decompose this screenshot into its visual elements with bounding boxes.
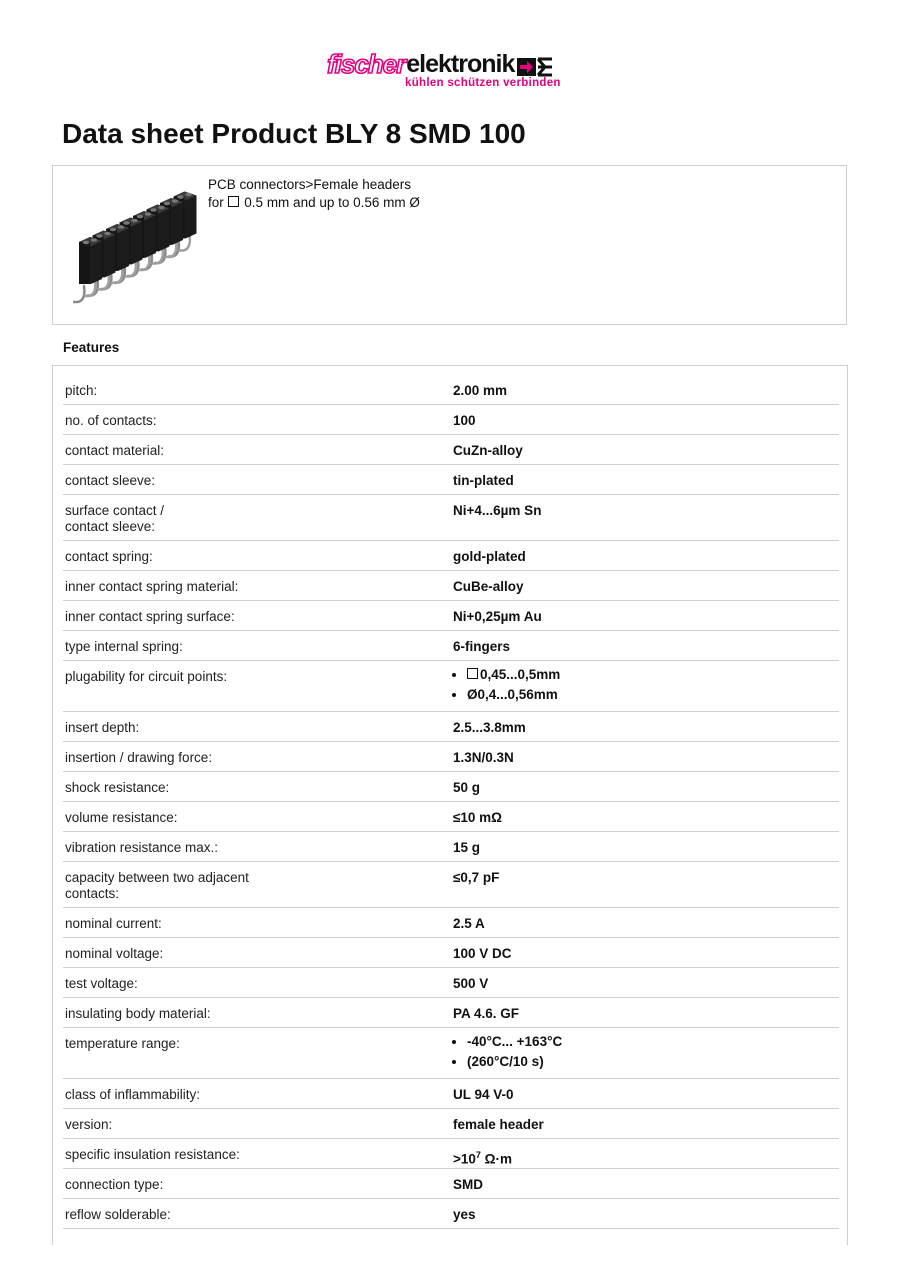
table-row <box>63 601 839 631</box>
feature-label: capacity between two adjacent contacts: <box>65 870 249 901</box>
product-category <box>208 176 420 212</box>
square-icon <box>228 196 239 207</box>
feature-label: contact sleeve: <box>65 473 156 488</box>
table-row <box>63 495 839 541</box>
feature-label: vibration resistance max.: <box>65 840 219 855</box>
feature-label: nominal voltage: <box>65 946 164 961</box>
feature-label: specific insulation resistance: <box>65 1147 240 1162</box>
table-row <box>63 742 839 772</box>
feature-label: type internal spring: <box>65 639 183 654</box>
logo-elektronik-text: elektronik <box>406 50 515 78</box>
page-title: Data sheet Product BLY 8 SMD 100 <box>62 118 526 149</box>
list-item: • (260°C/10 s) <box>467 1054 562 1070</box>
table-row <box>63 631 839 661</box>
table-row <box>63 802 839 832</box>
table-row <box>63 661 839 712</box>
list-item: • -40°C... +163°C <box>467 1034 562 1050</box>
table-row <box>63 541 839 571</box>
feature-label: test voltage: <box>65 976 138 991</box>
feature-value: 500 V <box>453 976 489 991</box>
table-row <box>63 862 839 908</box>
table-row <box>63 772 839 802</box>
logo-arrow-icon <box>517 56 553 78</box>
feature-value <box>453 1034 562 1070</box>
feature-label: temperature range: <box>65 1036 180 1051</box>
feature-label: contact material: <box>65 443 165 458</box>
table-row <box>63 465 839 495</box>
table-row <box>63 1079 839 1109</box>
table-row <box>63 908 839 938</box>
logo-tagline: kühlen schützen verbinden <box>405 77 561 89</box>
table-row <box>63 968 839 998</box>
feature-label: class of inflammability: <box>65 1087 201 1102</box>
feature-value: ≤10 mΩ <box>453 810 503 825</box>
feature-label: pitch: <box>65 383 98 398</box>
logo-fischer-text: fischer <box>327 49 406 79</box>
feature-value: Ni+0,25µm Au <box>453 609 542 624</box>
feature-label: shock resistance: <box>65 780 170 795</box>
table-row <box>63 832 839 862</box>
feature-value: CuZn-alloy <box>453 443 523 458</box>
feature-label: inner contact spring surface: <box>65 609 235 624</box>
table-row <box>63 375 839 405</box>
feature-value: 15 g <box>453 840 481 855</box>
feature-label: no. of contacts: <box>65 413 157 428</box>
company-logo <box>327 50 577 92</box>
feature-value: $>10^7$ Ω·m <box>453 1150 512 1167</box>
table-row <box>63 1199 839 1229</box>
feature-label: inner contact spring material: <box>65 579 239 594</box>
feature-value: 1.3N/0.3N <box>453 750 514 765</box>
table-row <box>63 1139 839 1169</box>
feature-value: tin-plated <box>453 473 514 488</box>
feature-value: female header <box>453 1117 544 1132</box>
feature-value: 6-fingers <box>453 639 511 654</box>
table-row <box>63 435 839 465</box>
feature-value: Ni+4...6µm Sn <box>453 503 542 518</box>
feature-label: version: <box>65 1117 113 1132</box>
feature-label: plugability for circuit points: <box>65 669 228 684</box>
feature-value: CuBe-alloy <box>453 579 524 594</box>
table-row <box>63 938 839 968</box>
feature-value: yes <box>453 1207 476 1222</box>
feature-value: 50 g <box>453 780 481 795</box>
feature-value: ≤0,7 pF <box>453 870 500 885</box>
feature-value: 2.5...3.8mm <box>453 720 526 735</box>
feature-label: insert depth: <box>65 720 140 735</box>
list-item: • Ø0,4...0,56mm <box>467 687 560 703</box>
table-row <box>63 712 839 742</box>
feature-label: volume resistance: <box>65 810 178 825</box>
product-summary <box>52 165 847 325</box>
table-row <box>63 1109 839 1139</box>
features-table <box>52 365 848 1245</box>
feature-value: PA 4.6. GF <box>453 1006 520 1021</box>
feature-value: 100 <box>453 413 476 428</box>
feature-value: 100 V DC <box>453 946 512 961</box>
feature-label: insertion / drawing force: <box>65 750 213 765</box>
feature-value: SMD <box>453 1177 483 1192</box>
feature-value <box>453 667 560 703</box>
feature-label: nominal current: <box>65 916 162 931</box>
feature-value: UL 94 V-0 <box>453 1087 514 1102</box>
list-item: • 0,45...0,5mm <box>467 667 560 683</box>
feature-label: insulating body material: <box>65 1006 211 1021</box>
category-path: PCB connectors>Female headers <box>208 177 411 192</box>
square-icon <box>467 668 478 679</box>
feature-label: connection type: <box>65 1177 164 1192</box>
feature-value: gold-plated <box>453 549 526 564</box>
feature-value: 2.00 mm <box>453 383 508 398</box>
table-row <box>63 1028 839 1079</box>
table-row <box>63 998 839 1028</box>
pin-size-info: for 0.5 mm and up to 0.56 mm Ø <box>208 195 420 210</box>
feature-label: contact spring: <box>65 549 153 564</box>
product-image <box>73 184 203 309</box>
feature-value: 2.5 A <box>453 916 485 931</box>
table-row <box>63 571 839 601</box>
table-row <box>63 405 839 435</box>
feature-label: surface contact / contact sleeve: <box>65 503 165 534</box>
features-heading: Features <box>63 340 120 355</box>
table-row <box>63 1169 839 1199</box>
feature-label: reflow solderable: <box>65 1207 171 1222</box>
